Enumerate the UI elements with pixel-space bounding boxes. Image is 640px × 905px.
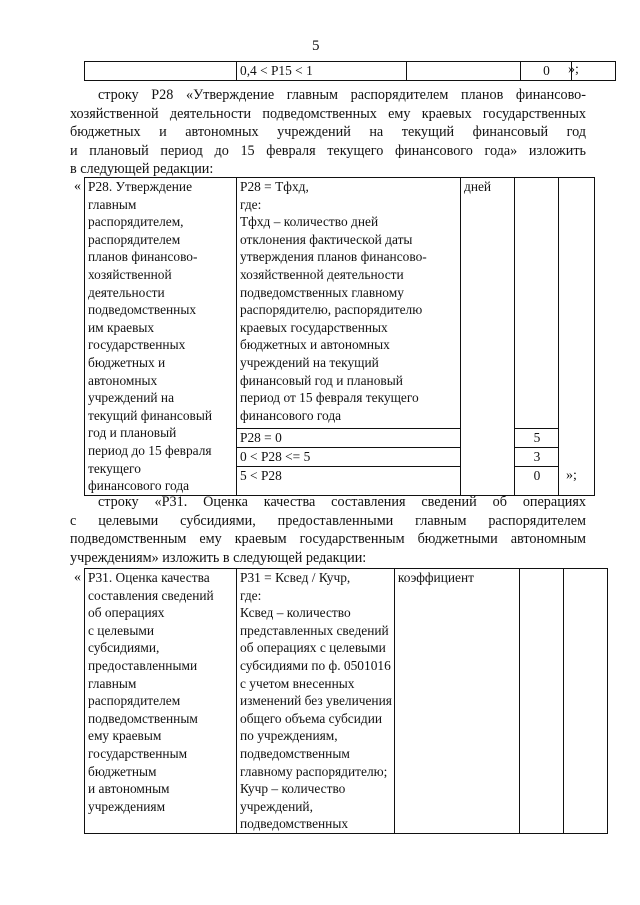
close-quote-top: »; (568, 62, 579, 77)
indicator-name-line: учреждений на (88, 390, 175, 406)
page-number: 5 (312, 38, 320, 54)
top-unit-cell (407, 62, 521, 81)
paragraph-line: с целевыми субсидиями, предоставленными главным распорядителем (70, 512, 586, 529)
indicator-name-line: подведомственным (88, 710, 198, 726)
indicator-name-line: распорядителем (88, 231, 181, 247)
p28-score-header-cell (515, 178, 559, 429)
indicator-name-line: субсидиями, (88, 640, 160, 656)
paragraph-line: подведомственным ему краевым государственным бюджетными автономным (70, 531, 586, 547)
formula-line: представленных сведений (240, 622, 389, 638)
paragraph-p28-intro (70, 86, 586, 179)
indicator-name-line: финансового года (88, 478, 190, 494)
formula-line: подведомственным (240, 745, 350, 761)
formula-line: Кучр – количество (240, 781, 346, 797)
formula-line: подведомственных (240, 816, 349, 832)
p28-indicator-name-cell (85, 178, 237, 496)
p31-score-cell (519, 569, 563, 834)
formula-line: субсидиями по ф. 0501016 (240, 657, 391, 673)
paragraph-line: в следующей редакции: (70, 161, 214, 177)
table-p31 (84, 568, 608, 834)
formula-line: хозяйственной деятельности (240, 266, 404, 282)
close-quote-table1: »; (566, 468, 577, 483)
indicator-name-line: и автономным (88, 781, 170, 797)
p28-score-cell: 0 (515, 467, 559, 496)
indicator-name-line: подведомственных (88, 302, 197, 318)
p31-formula-cell (237, 569, 395, 834)
paragraph-line: строку «Р31. Оценка качества составления сведений об операциях (98, 494, 586, 510)
formula-line: об операциях с целевыми (240, 640, 386, 656)
formula-line: Р28 = Тфхд, (240, 179, 309, 194)
indicator-name-line: хозяйственной (88, 266, 172, 282)
formula-line: финансовый год и плановый (240, 372, 403, 388)
indicator-name-line: год и плановый (88, 425, 177, 441)
indicator-name-line: составления сведений (88, 587, 214, 603)
indicator-name-line: главным (88, 196, 137, 212)
indicator-name-line: деятельности (88, 284, 165, 300)
formula-line: главному распорядителю; (240, 763, 388, 779)
formula-line: Р31 = Ксвед / Кучр, (240, 570, 351, 585)
formula-line: Ксвед – количество (240, 605, 351, 621)
indicator-name-line: им краевых (88, 319, 155, 335)
p31-indicator-name-cell (85, 569, 237, 834)
formula-line: с учетом внесенных (240, 675, 355, 691)
indicator-name-line: об операциях (88, 605, 165, 621)
indicator-name-line: Р28. Утверждение (88, 179, 193, 194)
indicator-name-line: распорядителем, (88, 214, 184, 230)
indicator-name-line: Р31. Оценка качества (88, 570, 210, 585)
indicator-name-line: учреждениям (88, 798, 166, 814)
indicator-name-line: государственным (88, 745, 188, 761)
formula-line: период от 15 февраля текущего (240, 390, 419, 406)
paragraph-line: хозяйственной деятельности подведомственных ему краевых государственных (70, 105, 586, 122)
formula-line: изменений без увеличения (240, 693, 392, 709)
p28-score-cell: 3 (515, 448, 559, 467)
formula-line: где: (240, 587, 262, 603)
p28-extra-cell (559, 178, 595, 496)
p28-condition-cell: Р28 = 0 (237, 429, 461, 448)
top-value-cell: 0 (521, 62, 572, 81)
indicator-name-line: период до 15 февраля (88, 442, 212, 458)
indicator-name-line: бюджетных и (88, 354, 166, 370)
p28-unit-cell: дней (461, 178, 515, 496)
formula-line: Тфхд – количество дней (240, 214, 379, 230)
paragraph-line: строку Р28 «Утверждение главным распорядителем планов финансово- (98, 87, 586, 103)
p31-extra-cell (563, 569, 607, 834)
indicator-name-line: предоставленными (88, 657, 198, 673)
top-formula-cell: 0,4 < P15 < 1 (237, 62, 407, 81)
indicator-name-line: с целевыми (88, 622, 154, 638)
p28-formula-cell (237, 178, 461, 429)
formula-line: финансового года (240, 407, 342, 423)
p28-score-cell: 5 (515, 429, 559, 448)
indicator-name-line: текущего (88, 460, 141, 476)
indicator-name-line: государственных (88, 337, 186, 353)
paragraph-line: бюджетных и автономных учреждений на текущий финансовый год (70, 124, 586, 140)
formula-line: где: (240, 196, 262, 212)
formula-line: бюджетных и автономных (240, 337, 390, 353)
indicator-name-line: ему краевым (88, 728, 162, 744)
paragraph-p31-intro (70, 493, 586, 567)
paragraph-line: учреждениям» изложить в следующей редакции: (70, 549, 367, 566)
top-empty-cell (85, 62, 237, 81)
indicator-name-line: бюджетным (88, 763, 157, 779)
p28-condition-cell: 5 < Р28 (237, 467, 461, 496)
indicator-name-line: планов финансово- (88, 249, 198, 265)
table-p28 (84, 177, 595, 496)
formula-line: краевых государственных (240, 319, 388, 335)
formula-line: отклонения фактической даты (240, 231, 413, 247)
p28-condition-cell: 0 < Р28 <= 5 (237, 448, 461, 467)
open-quote-table1: « (74, 179, 81, 194)
formula-line: распорядителю, распорядителю (240, 302, 423, 318)
indicator-name-line: распорядителем (88, 693, 181, 709)
indicator-name-line: текущий финансовый (88, 407, 213, 423)
paragraph-line: и плановый период до 15 февраля текущего финансового года» изложить (70, 142, 586, 159)
formula-line: общего объема субсидии (240, 710, 383, 726)
formula-line: утверждения планов финансово- (240, 249, 427, 265)
formula-line: учреждений на текущий (240, 354, 379, 370)
formula-line: учреждений, (240, 798, 313, 814)
top-table-row (84, 61, 616, 81)
formula-line: подведомственных главному (240, 284, 404, 300)
indicator-name-line: главным (88, 675, 137, 691)
formula-line: по учреждениям, (240, 728, 338, 744)
p31-unit-cell: коэффициент (394, 569, 519, 834)
open-quote-table2: « (74, 570, 81, 585)
indicator-name-line: автономных (88, 372, 158, 388)
